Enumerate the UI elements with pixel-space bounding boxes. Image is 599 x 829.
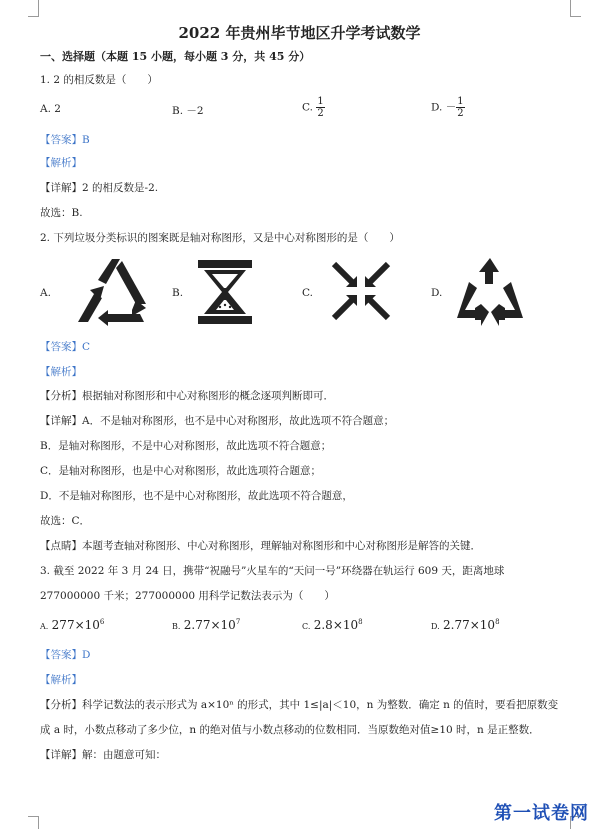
base: 2.8×10 [313, 618, 359, 632]
q1-option-c[interactable] [302, 96, 325, 119]
q2-option-c-label: C. [302, 287, 313, 299]
crop-mark-top-left [28, 0, 39, 17]
option-value [184, 618, 241, 632]
q1-option-a[interactable] [40, 103, 61, 115]
q2-option-b-label: B. [172, 287, 184, 299]
q2-answer: 【答案】C [40, 341, 91, 353]
base: 277×10 [51, 618, 100, 632]
fraction [316, 96, 324, 119]
q1-option-d[interactable] [431, 96, 465, 119]
crop-mark-bottom-left [28, 816, 39, 829]
q2-dianjing: 【点睛】本题考查轴对称图形、中心对称图形，理解轴对称图形和中心对称图形是解答的关键． [40, 540, 481, 552]
q1-analysis: 【解析】 [40, 157, 82, 169]
q3-stem-line1: 3. 截至 2022 年 3 月 24 日，携带“祝融号”火星车的“天问一号”环绕器在轨运行 609 天，距离地球 [40, 565, 505, 577]
q1-stem: 1. 2 的相反数是（ ） [40, 74, 158, 86]
q1-choose: 故选：B. [40, 207, 83, 219]
q2-option-a-label: A. [40, 287, 51, 299]
sign: － [445, 101, 457, 114]
q2-choose: 故选：C． [40, 515, 91, 527]
q3-fenxi-line1: 【分析】科学记数法的表示形式为 a×10ⁿ 的形式，其中 1≤|a|＜10，n 为整数．确定 n 的值时，要看把原数变 [40, 699, 559, 711]
q3-option-c[interactable] [302, 618, 363, 632]
q3-analysis: 【解析】 [40, 674, 82, 686]
option-label: C. [302, 101, 313, 114]
recycle-arrows-icon [455, 254, 525, 330]
q2-detail-c: C．是轴对称图形，也是中心对称图形，故此选项符合题意； [40, 465, 322, 477]
site-watermark: 第一试卷网 [494, 803, 589, 824]
denominator: 2 [317, 108, 324, 119]
q3-stem-line2: 277000000 千米；277000000 用科学记数法表示为（ ） [40, 590, 335, 602]
hourglass-icon [196, 258, 254, 326]
option-label: B. [172, 105, 184, 117]
q3-fenxi-line2: 成 a 时，小数点移动了多少位，n 的绝对值与小数点移动的位数相同．当原数绝对值≥10 时，n 是正整数． [40, 724, 540, 736]
q2-analysis: 【解析】 [40, 366, 82, 378]
q1-answer: 【答案】B [40, 134, 90, 146]
page-title: 2022 年贵州毕节地区升学考试数学 [178, 24, 421, 42]
numerator: 1 [457, 96, 464, 107]
q3-answer: 【答案】D [40, 649, 91, 661]
numerator: 1 [317, 96, 324, 107]
option-value: 2 [54, 103, 61, 115]
base: 2.77×10 [183, 618, 236, 632]
q2-stem: 2. 下列垃圾分类标识的图案既是轴对称图形，又是中心对称图形的是（ ） [40, 232, 400, 244]
base: 2.77×10 [443, 618, 496, 632]
recycle-triangle-icon [74, 256, 150, 328]
crop-mark-top-right [570, 0, 581, 17]
option-value [314, 618, 363, 632]
option-label: A. [40, 622, 49, 631]
q2-detail-d: D．不是轴对称图形，也不是中心对称图形，故此选项不符合题意， [40, 490, 353, 502]
option-label: D. [431, 622, 440, 631]
exponent: 8 [495, 618, 500, 626]
option-label: D. [431, 101, 443, 114]
option-label: B. [172, 622, 181, 631]
q2-fenxi: 【分析】根据轴对称图形和中心对称图形的概念逐项判断即可． [40, 390, 334, 402]
option-value [52, 618, 105, 632]
option-label: A. [40, 103, 51, 115]
option-label: C. [302, 622, 311, 631]
q2-detail-b: B．是轴对称图形，不是中心对称图形，故此选项不符合题意； [40, 440, 332, 452]
exponent: 6 [99, 618, 105, 626]
four-arrows-cross-icon [330, 260, 392, 322]
section-heading: 一、选择题（本题 15 小题，每小题 3 分，共 45 分） [40, 50, 311, 63]
q3-detail: 【详解】解：由题意可知： [40, 749, 166, 761]
q3-option-a[interactable] [40, 618, 104, 632]
exponent: 8 [358, 618, 363, 626]
q1-option-b[interactable] [172, 103, 204, 118]
q1-detail: 【详解】2 的相反数是-2. [40, 182, 159, 194]
q2-option-d-label: D. [431, 287, 443, 299]
exponent: 7 [235, 618, 241, 626]
q3-option-d[interactable] [431, 618, 500, 632]
option-value [443, 618, 500, 632]
fraction [456, 96, 464, 119]
q2-detail-a: 【详解】A．不是轴对称图形，也不是中心对称图形，故此选项不符合题意； [40, 415, 395, 427]
option-value: －2 [186, 105, 204, 117]
denominator: 2 [457, 108, 464, 119]
q3-option-b[interactable] [172, 618, 240, 632]
